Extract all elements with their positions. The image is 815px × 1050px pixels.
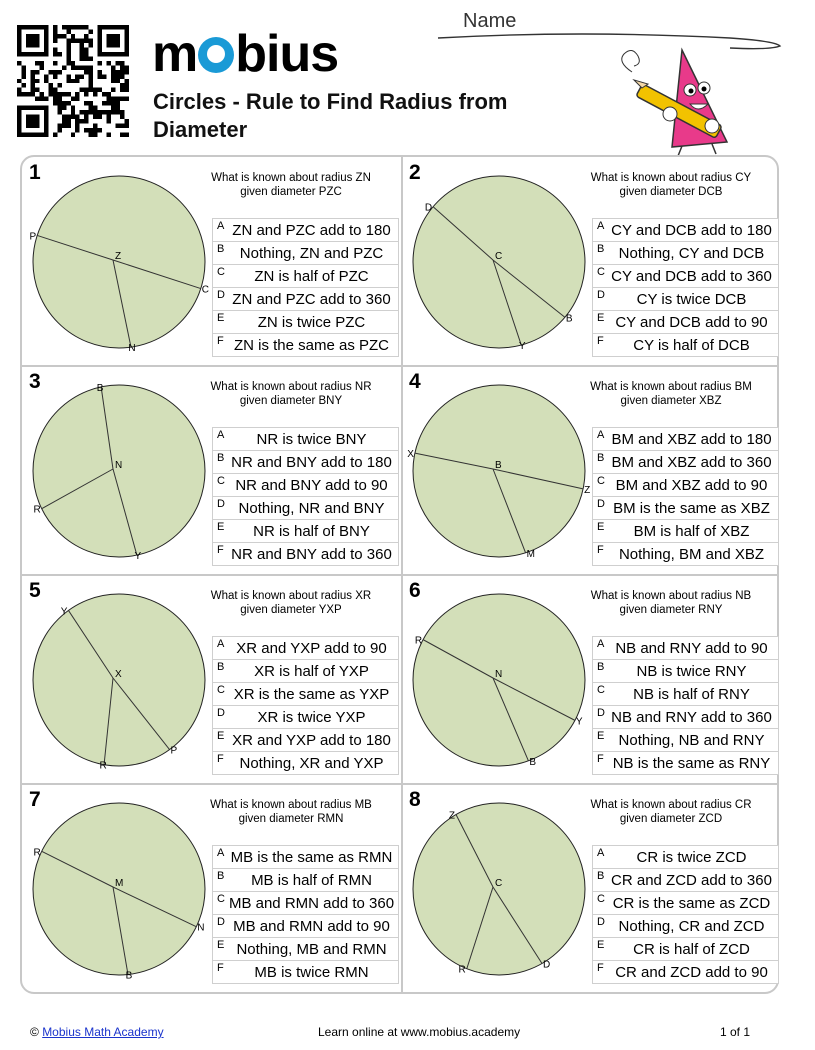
option-text: CR is twice ZCD [636, 849, 747, 866]
answer-option-e[interactable] [592, 728, 779, 752]
answer-options [592, 637, 779, 775]
problem-2 [402, 157, 780, 366]
answer-option-a[interactable] [212, 636, 399, 660]
point-label: B [125, 970, 133, 982]
option-letter: B [597, 661, 605, 673]
answer-option-b[interactable] [212, 450, 399, 474]
option-letter: E [597, 939, 605, 951]
option-text: MB and RMN add to 360 [228, 895, 395, 912]
option-text: BM and XBZ add to 360 [611, 454, 772, 471]
answer-option-e[interactable] [212, 728, 399, 752]
circle [33, 803, 205, 975]
point-label: Z [584, 484, 591, 496]
answer-options [212, 428, 399, 566]
problem-3 [22, 366, 400, 575]
problem-1 [22, 157, 400, 366]
option-text: ZN is the same as PZC [233, 337, 390, 354]
answer-option-a[interactable] [212, 218, 399, 242]
option-text: Nothing, ZN and PZC [239, 245, 384, 262]
point-label: D [543, 959, 551, 971]
option-text: Nothing, NR and BNY [238, 500, 385, 517]
circle-diagram [408, 590, 590, 770]
circle-diagram [408, 799, 590, 979]
option-letter: B [217, 661, 225, 673]
option-text: NB is half of RNY [633, 686, 750, 703]
point-label: R [414, 635, 423, 647]
point-label: R [99, 760, 107, 772]
answer-options [592, 846, 779, 984]
answer-option-d[interactable] [212, 287, 399, 311]
option-text: NR is half of BNY [253, 523, 370, 540]
problem-number: 1 [29, 161, 41, 184]
point-label: R [33, 847, 41, 859]
option-text: CR is the same as ZCD [612, 895, 771, 912]
point-label: B [96, 382, 104, 394]
option-text: BM and XBZ add to 180 [611, 431, 772, 448]
question-text: What is known about radius MB given diameter RMN [210, 799, 372, 825]
option-letter: D [217, 498, 225, 510]
option-text: ZN and PZC add to 180 [232, 222, 391, 239]
option-letter: F [217, 335, 224, 347]
answer-option-a[interactable] [212, 427, 399, 451]
option-letter: E [217, 521, 225, 533]
option-letter: B [597, 870, 605, 882]
option-letter: A [597, 638, 605, 650]
question-text: What is known about radius NR given diameter BNY [210, 381, 372, 407]
answer-options [212, 219, 399, 357]
circle [33, 382, 205, 557]
point-label: B [529, 756, 537, 768]
question-text: What is known about radius CY given diameter DCB [590, 172, 752, 198]
option-letter: D [217, 707, 225, 719]
option-text: MB is the same as RMN [230, 849, 393, 866]
option-text: MB is half of RMN [251, 872, 372, 889]
answer-option-f[interactable] [212, 542, 399, 566]
point-label: B [565, 313, 573, 325]
option-letter: C [597, 266, 605, 278]
circle [413, 803, 585, 975]
option-text: NB and RNY add to 90 [615, 640, 768, 657]
center-label: N [115, 460, 123, 471]
answer-option-c[interactable] [592, 891, 779, 915]
answer-option-d[interactable] [592, 705, 779, 729]
option-text: NR and BNY add to 360 [231, 546, 392, 563]
option-text: ZN is half of PZC [254, 268, 369, 285]
mobius-academy-link[interactable]: Mobius Math Academy [42, 1025, 164, 1039]
point-label: Y [518, 341, 526, 353]
option-text: Nothing, NB and RNY [618, 732, 765, 749]
option-text: CY is half of DCB [633, 337, 750, 354]
option-letter: B [217, 452, 225, 464]
option-letter: C [597, 893, 605, 905]
option-text: NR and BNY add to 90 [235, 477, 388, 494]
circle-diagram [28, 590, 210, 770]
point-label: Y [60, 606, 68, 618]
answer-option-d[interactable] [212, 914, 399, 938]
answer-option-f[interactable] [592, 960, 779, 984]
answer-option-f[interactable] [212, 751, 399, 775]
option-text: NR is twice BNY [256, 431, 367, 448]
option-letter: E [597, 521, 605, 533]
center-label: N [495, 669, 503, 680]
option-letter: F [217, 962, 224, 974]
answer-options [212, 846, 399, 984]
problem-4 [402, 366, 780, 575]
question-text: What is known about radius ZN given diameter PZC [211, 172, 371, 198]
option-text: ZN and PZC add to 360 [232, 291, 391, 308]
option-text: CR and ZCD add to 90 [615, 964, 768, 981]
answer-options [212, 637, 399, 775]
answer-option-c[interactable] [592, 264, 779, 288]
mobius-logo: m bius [152, 25, 339, 83]
option-letter: A [217, 638, 225, 650]
option-letter: A [597, 220, 605, 232]
option-text: NR and BNY add to 180 [231, 454, 392, 471]
answer-option-b[interactable] [212, 659, 399, 683]
option-letter: D [597, 707, 605, 719]
point-label: R [33, 504, 41, 516]
question-text: What is known about radius BM given diameter XBZ [590, 381, 752, 407]
option-letter: D [217, 289, 225, 301]
answer-option-d[interactable] [592, 287, 779, 311]
point-label: P [29, 231, 37, 243]
option-letter: D [217, 916, 225, 928]
answer-option-e[interactable] [592, 937, 779, 961]
option-letter: F [597, 335, 604, 347]
center-label: C [495, 251, 503, 262]
option-text: XR is half of YXP [254, 663, 369, 680]
problem-number: 4 [409, 370, 421, 393]
answer-option-e[interactable] [212, 519, 399, 543]
answer-option-f[interactable] [212, 333, 399, 357]
circle-diagram [408, 172, 590, 352]
question-text: What is known about radius CR given diameter ZCD [590, 799, 752, 825]
footer-learn-online: Learn online at www.mobius.academy [318, 1025, 521, 1039]
option-letter: B [597, 452, 605, 464]
center-label: C [495, 878, 503, 889]
option-text: XR is the same as YXP [233, 686, 390, 703]
answer-option-e[interactable] [592, 310, 779, 334]
answer-option-c[interactable] [592, 682, 779, 706]
option-letter: A [217, 429, 225, 441]
point-label: Z [448, 810, 455, 822]
answer-option-b[interactable] [592, 659, 779, 683]
option-letter: F [597, 544, 604, 556]
answer-option-b[interactable] [592, 241, 779, 265]
point-label: P [170, 745, 178, 757]
option-text: Nothing, BM and XBZ [618, 546, 765, 563]
option-letter: D [597, 498, 605, 510]
answer-option-c[interactable] [212, 891, 399, 915]
option-text: CR and ZCD add to 360 [611, 872, 772, 889]
option-letter: F [217, 544, 224, 556]
answer-option-d[interactable] [212, 496, 399, 520]
pencil-mascot-illustration [612, 42, 742, 157]
option-letter: F [597, 753, 604, 765]
circle-diagram [408, 381, 590, 561]
option-text: XR and YXP add to 180 [232, 732, 391, 749]
answer-option-f[interactable] [592, 542, 779, 566]
answer-option-c[interactable] [212, 473, 399, 497]
option-letter: B [217, 870, 225, 882]
answer-option-b[interactable] [212, 241, 399, 265]
option-letter: C [217, 893, 225, 905]
option-text: Nothing, MB and RMN [236, 941, 387, 958]
option-text: XR and YXP add to 90 [236, 640, 387, 657]
answer-option-d[interactable] [592, 914, 779, 938]
option-text: CY and DCB add to 180 [611, 222, 772, 239]
answer-option-c[interactable] [592, 473, 779, 497]
answer-option-a[interactable] [212, 845, 399, 869]
option-text: CY and DCB add to 90 [615, 314, 768, 331]
point-label: C [201, 284, 210, 296]
problem-number: 6 [409, 579, 421, 602]
option-text: CR is half of ZCD [633, 941, 750, 958]
answer-option-a[interactable] [592, 427, 779, 451]
option-text: Nothing, CR and ZCD [618, 918, 765, 935]
answer-option-f[interactable] [592, 751, 779, 775]
question-text: What is known about radius XR given diameter YXP [210, 590, 372, 616]
answer-options [592, 219, 779, 357]
problem-number: 3 [29, 370, 41, 393]
page-number: 1 of 1 [720, 1025, 751, 1039]
option-letter: A [597, 429, 605, 441]
problem-7 [22, 784, 400, 993]
option-text: Nothing, CY and DCB [618, 245, 765, 262]
option-letter: B [597, 243, 605, 255]
answer-option-b[interactable] [592, 868, 779, 892]
circle [33, 594, 205, 766]
problem-number: 7 [29, 788, 41, 811]
option-text: NB is twice RNY [636, 663, 747, 680]
answer-options [592, 428, 779, 566]
problem-number: 5 [29, 579, 41, 602]
option-letter: A [597, 847, 605, 859]
circle-diagram [28, 172, 210, 355]
option-letter: C [217, 266, 225, 278]
answer-option-c[interactable] [212, 264, 399, 288]
qr-code [17, 25, 129, 137]
point-label: M [526, 548, 535, 560]
answer-option-e[interactable] [592, 519, 779, 543]
circle-diagram [28, 799, 210, 982]
center-label: Z [115, 251, 122, 262]
copyright-symbol: © [30, 1025, 39, 1039]
option-letter: B [217, 243, 225, 255]
option-letter: E [217, 939, 225, 951]
answer-option-f[interactable] [212, 960, 399, 984]
option-text: BM and XBZ add to 90 [615, 477, 768, 494]
problem-5 [22, 575, 400, 784]
circle [413, 594, 585, 766]
option-letter: C [217, 475, 225, 487]
option-letter: C [597, 684, 605, 696]
answer-option-a[interactable] [592, 845, 779, 869]
option-text: CY is twice DCB [636, 291, 747, 308]
problem-number: 2 [409, 161, 421, 184]
option-letter: A [217, 220, 225, 232]
answer-option-d[interactable] [592, 496, 779, 520]
option-letter: D [597, 289, 605, 301]
option-text: BM is half of XBZ [633, 523, 750, 540]
answer-option-a[interactable] [592, 636, 779, 660]
option-letter: E [597, 312, 605, 324]
option-text: Nothing, XR and YXP [239, 755, 384, 772]
option-text: NB is the same as RNY [612, 755, 771, 772]
option-letter: F [597, 962, 604, 974]
option-letter: D [597, 916, 605, 928]
answer-option-f[interactable] [592, 333, 779, 357]
center-label: B [495, 460, 502, 471]
center-label: X [115, 669, 122, 680]
option-letter: C [217, 684, 225, 696]
option-letter: A [217, 847, 225, 859]
point-label: N [128, 343, 136, 355]
option-letter: E [217, 730, 225, 742]
answer-option-b[interactable] [212, 868, 399, 892]
answer-option-d[interactable] [212, 705, 399, 729]
option-text: BM is the same as XBZ [613, 500, 770, 517]
answer-option-b[interactable] [592, 450, 779, 474]
problem-number: 8 [409, 788, 421, 811]
footer-copyright [30, 1025, 164, 1039]
point-label: R [458, 964, 466, 976]
option-letter: C [597, 475, 605, 487]
option-text: MB and RMN add to 90 [233, 918, 390, 935]
problem-6 [402, 575, 780, 784]
option-text: CY and DCB add to 360 [611, 268, 772, 285]
point-label: N [197, 922, 205, 934]
point-label: X [407, 449, 414, 461]
answer-option-a[interactable] [592, 218, 779, 242]
option-letter: E [597, 730, 605, 742]
circle-diagram [28, 381, 210, 561]
circle [413, 385, 585, 557]
point-label: Y [575, 716, 583, 728]
problem-8 [402, 784, 780, 993]
answer-option-e[interactable] [212, 937, 399, 961]
name-label: Name [463, 10, 517, 32]
option-text: XR is twice YXP [257, 709, 366, 726]
answer-option-c[interactable] [212, 682, 399, 706]
answer-option-e[interactable] [212, 310, 399, 334]
circle [413, 176, 585, 348]
point-label: Y [134, 551, 142, 563]
option-text: NB and RNY add to 360 [611, 709, 772, 726]
option-letter: F [217, 753, 224, 765]
worksheet-title: Circles - Rule to Find Radius from Diameter [153, 89, 508, 142]
problems-grid [20, 155, 779, 994]
center-label: M [115, 878, 124, 889]
option-letter: E [217, 312, 225, 324]
option-text: ZN is twice PZC [257, 314, 366, 331]
option-text: MB is twice RMN [254, 964, 369, 981]
point-label: D [424, 202, 433, 214]
question-text: What is known about radius NB given diameter RNY [590, 590, 752, 616]
